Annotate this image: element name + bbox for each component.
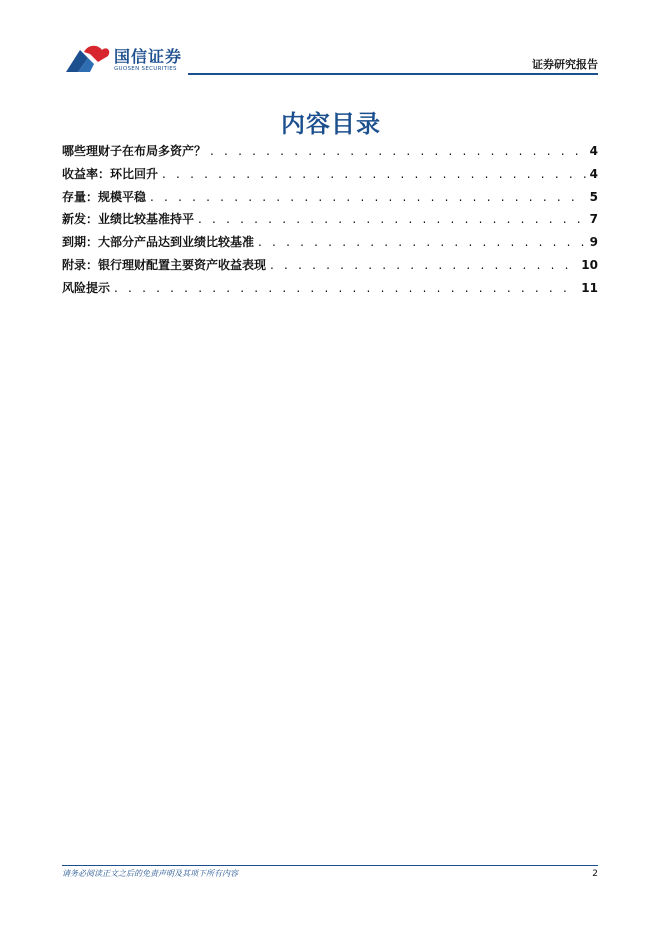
toc-item[interactable]	[62, 142, 598, 165]
toc-item-page: 4	[589, 166, 598, 181]
toc-item-page: 5	[589, 189, 598, 204]
toc-item[interactable]	[62, 233, 598, 256]
page-header	[0, 0, 662, 80]
toc-item-label: 风险提示	[62, 280, 111, 295]
toc-title: 内容目录	[281, 110, 381, 138]
toc-item[interactable]	[62, 188, 598, 211]
toc-item-label: 新发：业绩比较基准持平	[62, 212, 195, 227]
toc-leader-dots	[114, 281, 577, 295]
toc-item-label: 哪些理财子在布局多资产？	[62, 144, 207, 158]
toc-item-page: 4	[589, 144, 598, 158]
toc-leader-dots	[258, 235, 586, 249]
toc-item[interactable]	[62, 210, 598, 233]
header-divider	[188, 73, 598, 75]
toc-item-page: 7	[589, 212, 598, 227]
toc-leader-dots	[270, 258, 577, 272]
toc-item[interactable]	[62, 165, 598, 188]
toc-item-page: 11	[581, 280, 598, 295]
toc-item[interactable]	[62, 279, 598, 302]
footer-divider	[62, 865, 598, 866]
toc-item-label: 收益率：环比回升	[62, 166, 159, 181]
toc-leader-dots	[198, 212, 586, 226]
guosen-logo	[64, 42, 184, 78]
toc-leader-dots	[150, 190, 586, 204]
toc-item-label: 到期：大部分产品达到业绩比较基准	[62, 235, 255, 250]
report-type-label: 证券研究报告	[532, 58, 598, 71]
toc-leader-dots	[210, 144, 586, 158]
footer-disclaimer: 请务必阅读正文之后的免责声明及其项下所有内容	[62, 869, 238, 878]
page-number: 2	[592, 869, 598, 879]
toc-item-label: 附录：银行理财配置主要资产收益表现	[62, 257, 267, 272]
guosen-emblem-icon	[64, 42, 112, 76]
logo-text-cn: 国信证券	[114, 47, 183, 66]
toc-item[interactable]	[62, 256, 598, 279]
table-of-contents	[62, 142, 598, 302]
toc-item-page: 9	[589, 235, 598, 250]
toc-item-page: 10	[581, 257, 598, 272]
toc-item-label: 存量：规模平稳	[62, 189, 147, 204]
toc-leader-dots	[162, 167, 586, 181]
logo-text-en: GUOSEN SECURITIES	[114, 66, 177, 72]
